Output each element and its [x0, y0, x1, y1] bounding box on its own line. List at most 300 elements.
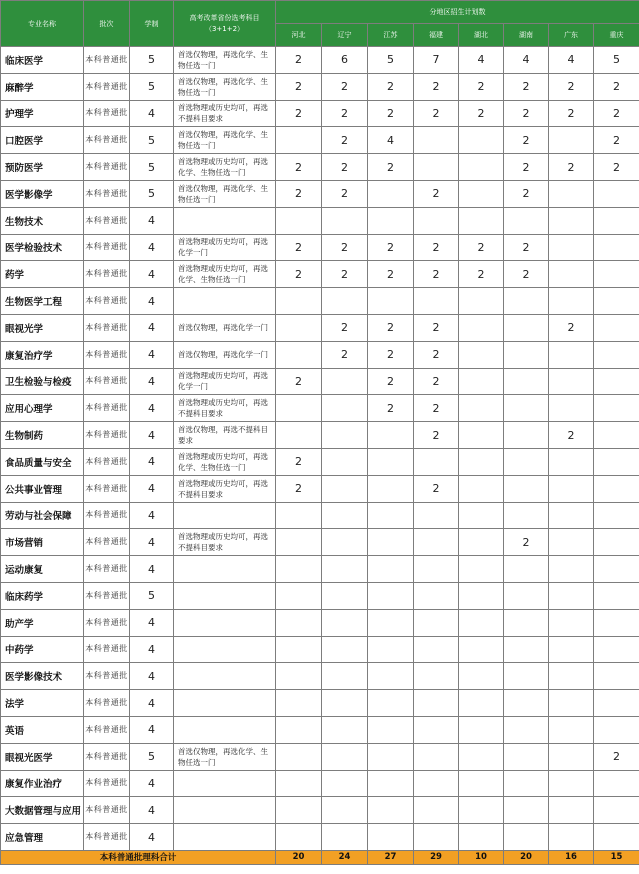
region-count-cell: [549, 234, 594, 261]
region-count-cell: [459, 368, 504, 395]
region-count-cell: [459, 582, 504, 609]
major-name-cell: 医学检验技术: [1, 234, 84, 261]
major-name-cell: 生物医学工程: [1, 288, 84, 315]
region-count-cell: [414, 743, 459, 770]
years-cell: 5: [130, 582, 174, 609]
batch-cell: 本科普通批: [84, 609, 130, 636]
subject-req-cell: [174, 609, 276, 636]
years-cell: 4: [130, 636, 174, 663]
years-cell: 4: [130, 207, 174, 234]
region-count-cell: [549, 636, 594, 663]
subject-req-cell: [174, 770, 276, 797]
batch-cell: 本科普通批: [84, 368, 130, 395]
region-count-cell: [504, 797, 549, 824]
col-header-region: 辽宁: [322, 24, 368, 47]
major-name-cell: 麻醉学: [1, 73, 84, 100]
region-count-cell: [549, 368, 594, 395]
years-cell: 4: [130, 314, 174, 341]
region-count-cell: [594, 448, 639, 475]
batch-cell: 本科普通批: [84, 422, 130, 449]
region-count-cell: [368, 529, 414, 556]
region-count-cell: [276, 502, 322, 529]
region-count-cell: 2: [414, 341, 459, 368]
region-count-cell: [276, 288, 322, 315]
region-count-cell: [414, 207, 459, 234]
subject-req-cell: [174, 582, 276, 609]
table-row: [1, 180, 639, 207]
major-name-cell: 法学: [1, 690, 84, 717]
region-count-cell: [594, 636, 639, 663]
region-count-cell: [459, 395, 504, 422]
region-count-cell: [368, 770, 414, 797]
region-count-cell: [459, 529, 504, 556]
region-count-cell: 2: [594, 100, 639, 127]
region-count-cell: [322, 797, 368, 824]
subject-req-cell: 首选仅物理，再选化学、生物任选一门: [174, 180, 276, 207]
total-count-cell: 27: [368, 850, 414, 864]
region-count-cell: [414, 127, 459, 154]
region-count-cell: [368, 448, 414, 475]
region-count-cell: [459, 207, 504, 234]
major-name-cell: 卫生检验与检疫: [1, 368, 84, 395]
region-count-cell: [594, 288, 639, 315]
region-count-cell: 2: [504, 127, 549, 154]
region-count-cell: [276, 609, 322, 636]
region-count-cell: [322, 475, 368, 502]
batch-cell: 本科普通批: [84, 636, 130, 663]
table-row: [1, 314, 639, 341]
col-header-region: 河北: [276, 24, 322, 47]
region-count-cell: [594, 770, 639, 797]
region-count-cell: [504, 368, 549, 395]
subject-req-cell: 首选仅物理，再选化学一门: [174, 314, 276, 341]
region-count-cell: [594, 716, 639, 743]
region-count-cell: [459, 636, 504, 663]
subject-req-cell: 首选物理或历史均可，再选化学、生物任选一门: [174, 448, 276, 475]
total-count-cell: 20: [504, 850, 549, 864]
subject-req-cell: [174, 288, 276, 315]
col-header-subject-req: 高考改革省份选考科目（3+1+2）: [174, 1, 276, 47]
region-count-cell: [504, 716, 549, 743]
region-count-cell: [322, 636, 368, 663]
major-name-cell: 眼视光学: [1, 314, 84, 341]
region-count-cell: [549, 582, 594, 609]
total-row: [1, 850, 639, 864]
region-count-cell: [368, 797, 414, 824]
years-cell: 5: [130, 73, 174, 100]
region-count-cell: [459, 770, 504, 797]
major-name-cell: 中药学: [1, 636, 84, 663]
region-count-cell: [459, 475, 504, 502]
years-cell: 4: [130, 824, 174, 851]
subject-req-cell: 首选物理或历史均可，再选化学、生物任选一门: [174, 154, 276, 181]
region-count-cell: [549, 824, 594, 851]
subject-req-cell: 首选仅物理，再选不提科目要求: [174, 422, 276, 449]
region-count-cell: [368, 288, 414, 315]
major-name-cell: 口腔医学: [1, 127, 84, 154]
region-count-cell: [504, 824, 549, 851]
region-count-cell: [549, 609, 594, 636]
table-row: [1, 502, 639, 529]
region-count-cell: [459, 690, 504, 717]
region-count-cell: [459, 314, 504, 341]
table-row: [1, 127, 639, 154]
region-count-cell: [504, 341, 549, 368]
major-name-cell: 康复作业治疗: [1, 770, 84, 797]
col-header-years: 学制: [130, 1, 174, 47]
subject-req-cell: 首选物理或历史均可，再选化学、生物任选一门: [174, 261, 276, 288]
batch-cell: 本科普通批: [84, 73, 130, 100]
table-row: [1, 154, 639, 181]
region-count-cell: [594, 314, 639, 341]
region-count-cell: 2: [549, 154, 594, 181]
region-count-cell: 2: [322, 73, 368, 100]
years-cell: 4: [130, 690, 174, 717]
region-count-cell: [368, 824, 414, 851]
region-count-cell: 2: [549, 73, 594, 100]
region-count-cell: 2: [322, 180, 368, 207]
region-count-cell: 2: [549, 100, 594, 127]
subject-req-cell: [174, 663, 276, 690]
region-count-cell: [276, 770, 322, 797]
region-count-cell: 2: [459, 234, 504, 261]
region-count-cell: [414, 636, 459, 663]
table-row: [1, 663, 639, 690]
region-count-cell: 2: [276, 475, 322, 502]
region-count-cell: 2: [504, 154, 549, 181]
years-cell: 4: [130, 368, 174, 395]
subject-req-cell: 首选物理或历史均可，再选不提科目要求: [174, 100, 276, 127]
years-cell: 4: [130, 341, 174, 368]
major-name-cell: 眼视光医学: [1, 743, 84, 770]
years-cell: 4: [130, 502, 174, 529]
region-count-cell: [276, 529, 322, 556]
region-count-cell: 2: [414, 100, 459, 127]
region-count-cell: 2: [276, 154, 322, 181]
region-count-cell: [594, 529, 639, 556]
batch-cell: 本科普通批: [84, 207, 130, 234]
col-header-plan-group: 分地区招生计划数: [276, 1, 639, 24]
col-header-region: 重庆: [594, 24, 639, 47]
region-count-cell: [414, 663, 459, 690]
region-count-cell: 4: [504, 47, 549, 74]
region-count-cell: [414, 556, 459, 583]
region-count-cell: [594, 475, 639, 502]
region-count-cell: 2: [504, 529, 549, 556]
table-row: [1, 73, 639, 100]
batch-cell: 本科普通批: [84, 180, 130, 207]
region-count-cell: [549, 797, 594, 824]
years-cell: 4: [130, 663, 174, 690]
subject-req-cell: 首选物理或历史均可，再选化学一门: [174, 234, 276, 261]
region-count-cell: [504, 314, 549, 341]
batch-cell: 本科普通批: [84, 341, 130, 368]
region-count-cell: [594, 368, 639, 395]
subject-req-cell: [174, 556, 276, 583]
region-count-cell: [459, 127, 504, 154]
region-count-cell: 2: [504, 100, 549, 127]
region-count-cell: 2: [368, 341, 414, 368]
region-count-cell: [322, 743, 368, 770]
region-count-cell: 2: [276, 234, 322, 261]
batch-cell: 本科普通批: [84, 154, 130, 181]
region-count-cell: [414, 690, 459, 717]
region-count-cell: [549, 770, 594, 797]
region-count-cell: [504, 475, 549, 502]
region-count-cell: 2: [276, 448, 322, 475]
years-cell: 4: [130, 261, 174, 288]
region-count-cell: 5: [368, 47, 414, 74]
batch-cell: 本科普通批: [84, 502, 130, 529]
region-count-cell: [459, 824, 504, 851]
region-count-cell: [276, 422, 322, 449]
region-count-cell: 2: [368, 395, 414, 422]
region-count-cell: [276, 636, 322, 663]
region-count-cell: [459, 716, 504, 743]
region-count-cell: [504, 502, 549, 529]
subject-req-cell: 首选仅物理，再选化学、生物任选一门: [174, 73, 276, 100]
region-count-cell: [322, 582, 368, 609]
region-count-cell: [504, 395, 549, 422]
region-count-cell: [459, 502, 504, 529]
subject-req-cell: 首选仅物理，再选化学、生物任选一门: [174, 47, 276, 74]
region-count-cell: [322, 663, 368, 690]
region-count-cell: [594, 609, 639, 636]
region-count-cell: [368, 556, 414, 583]
major-name-cell: 劳动与社会保障: [1, 502, 84, 529]
region-count-cell: 2: [414, 180, 459, 207]
region-count-cell: 2: [414, 422, 459, 449]
table-row: [1, 797, 639, 824]
total-count-cell: 24: [322, 850, 368, 864]
region-count-cell: [276, 824, 322, 851]
region-count-cell: 2: [322, 314, 368, 341]
region-count-cell: 2: [414, 314, 459, 341]
years-cell: 4: [130, 422, 174, 449]
region-count-cell: 2: [322, 100, 368, 127]
table-row: [1, 341, 639, 368]
batch-cell: 本科普通批: [84, 663, 130, 690]
region-count-cell: [594, 422, 639, 449]
major-name-cell: 应急管理: [1, 824, 84, 851]
years-cell: 4: [130, 770, 174, 797]
major-name-cell: 预防医学: [1, 154, 84, 181]
region-count-cell: [322, 502, 368, 529]
batch-cell: 本科普通批: [84, 690, 130, 717]
table-row: [1, 824, 639, 851]
region-count-cell: [368, 475, 414, 502]
years-cell: 4: [130, 529, 174, 556]
region-count-cell: [322, 368, 368, 395]
table-row: [1, 100, 639, 127]
region-count-cell: [414, 770, 459, 797]
region-count-cell: [549, 556, 594, 583]
region-count-cell: [368, 636, 414, 663]
region-count-cell: [459, 663, 504, 690]
subject-req-cell: 首选仅物理，再选化学、生物任选一门: [174, 743, 276, 770]
table-row: [1, 690, 639, 717]
years-cell: 4: [130, 797, 174, 824]
col-header-region: 福建: [414, 24, 459, 47]
years-cell: 4: [130, 234, 174, 261]
region-count-cell: [322, 770, 368, 797]
total-count-cell: 16: [549, 850, 594, 864]
total-count-cell: 10: [459, 850, 504, 864]
region-count-cell: [276, 582, 322, 609]
major-name-cell: 运动康复: [1, 556, 84, 583]
region-count-cell: [276, 314, 322, 341]
table-row: [1, 261, 639, 288]
subject-req-cell: 首选物理或历史均可，再选不提科目要求: [174, 475, 276, 502]
region-count-cell: [322, 288, 368, 315]
region-count-cell: [368, 422, 414, 449]
table-row: [1, 288, 639, 315]
region-count-cell: [276, 127, 322, 154]
region-count-cell: [594, 690, 639, 717]
region-count-cell: 4: [549, 47, 594, 74]
region-count-cell: [549, 475, 594, 502]
col-header-region: 湖南: [504, 24, 549, 47]
region-count-cell: 2: [322, 341, 368, 368]
region-count-cell: [368, 207, 414, 234]
table-row: [1, 395, 639, 422]
batch-cell: 本科普通批: [84, 288, 130, 315]
years-cell: 5: [130, 127, 174, 154]
region-count-cell: [414, 448, 459, 475]
col-header-major: 专业名称: [1, 1, 84, 47]
region-count-cell: 2: [276, 368, 322, 395]
batch-cell: 本科普通批: [84, 314, 130, 341]
region-count-cell: [549, 180, 594, 207]
region-count-cell: 2: [504, 261, 549, 288]
table-row: [1, 207, 639, 234]
region-count-cell: [322, 422, 368, 449]
years-cell: 4: [130, 288, 174, 315]
region-count-cell: [594, 341, 639, 368]
region-count-cell: [322, 395, 368, 422]
major-name-cell: 食品质量与安全: [1, 448, 84, 475]
region-count-cell: [504, 663, 549, 690]
region-count-cell: 2: [504, 234, 549, 261]
region-count-cell: [322, 448, 368, 475]
region-count-cell: [414, 529, 459, 556]
table-row: [1, 556, 639, 583]
region-count-cell: [594, 824, 639, 851]
region-count-cell: [549, 716, 594, 743]
subject-req-cell: [174, 502, 276, 529]
region-count-cell: [549, 395, 594, 422]
batch-cell: 本科普通批: [84, 261, 130, 288]
region-count-cell: [368, 690, 414, 717]
region-count-cell: [368, 582, 414, 609]
region-count-cell: [276, 556, 322, 583]
region-count-cell: 4: [368, 127, 414, 154]
batch-cell: 本科普通批: [84, 556, 130, 583]
region-count-cell: [322, 556, 368, 583]
years-cell: 4: [130, 448, 174, 475]
region-count-cell: 2: [276, 47, 322, 74]
subject-req-cell: 首选仅物理，再选化学、生物任选一门: [174, 127, 276, 154]
region-count-cell: 2: [276, 261, 322, 288]
major-name-cell: 助产学: [1, 609, 84, 636]
region-count-cell: 2: [504, 73, 549, 100]
region-count-cell: [549, 448, 594, 475]
table-row: [1, 609, 639, 636]
region-count-cell: [549, 743, 594, 770]
table-row: [1, 47, 639, 74]
major-name-cell: 大数据管理与应用: [1, 797, 84, 824]
region-count-cell: [594, 582, 639, 609]
region-count-cell: 2: [459, 73, 504, 100]
region-count-cell: [549, 207, 594, 234]
table-row: [1, 448, 639, 475]
subject-req-cell: [174, 824, 276, 851]
subject-req-cell: [174, 636, 276, 663]
region-count-cell: [414, 288, 459, 315]
region-count-cell: [459, 743, 504, 770]
years-cell: 4: [130, 395, 174, 422]
region-count-cell: 6: [322, 47, 368, 74]
subject-req-cell: 首选仅物理，再选化学一门: [174, 341, 276, 368]
region-count-cell: [549, 690, 594, 717]
region-count-cell: 2: [459, 261, 504, 288]
region-count-cell: [504, 288, 549, 315]
region-count-cell: [276, 716, 322, 743]
batch-cell: 本科普通批: [84, 824, 130, 851]
years-cell: 5: [130, 47, 174, 74]
region-count-cell: [549, 663, 594, 690]
col-header-batch: 批次: [84, 1, 130, 47]
region-count-cell: [414, 716, 459, 743]
region-count-cell: 7: [414, 47, 459, 74]
table-row: [1, 582, 639, 609]
batch-cell: 本科普通批: [84, 797, 130, 824]
region-count-cell: [414, 824, 459, 851]
region-count-cell: 2: [504, 180, 549, 207]
major-name-cell: 应用心理学: [1, 395, 84, 422]
subject-req-cell: [174, 690, 276, 717]
batch-cell: 本科普通批: [84, 234, 130, 261]
region-count-cell: [594, 663, 639, 690]
years-cell: 5: [130, 154, 174, 181]
region-count-cell: [368, 663, 414, 690]
total-count-cell: 20: [276, 850, 322, 864]
region-count-cell: [594, 180, 639, 207]
region-count-cell: 2: [368, 100, 414, 127]
region-count-cell: 2: [549, 422, 594, 449]
batch-cell: 本科普通批: [84, 770, 130, 797]
major-name-cell: 生物技术: [1, 207, 84, 234]
major-name-cell: 康复治疗学: [1, 341, 84, 368]
region-count-cell: [368, 743, 414, 770]
region-count-cell: 2: [549, 314, 594, 341]
region-count-cell: [504, 743, 549, 770]
region-count-cell: 2: [322, 154, 368, 181]
region-count-cell: [322, 690, 368, 717]
region-count-cell: [549, 529, 594, 556]
region-count-cell: [322, 609, 368, 636]
major-name-cell: 生物制药: [1, 422, 84, 449]
region-count-cell: [322, 529, 368, 556]
region-count-cell: [368, 609, 414, 636]
region-count-cell: 5: [594, 47, 639, 74]
total-count-cell: 15: [594, 850, 639, 864]
batch-cell: 本科普通批: [84, 475, 130, 502]
total-label: 本科普通批理科合计: [1, 850, 276, 864]
region-count-cell: 2: [414, 368, 459, 395]
region-count-cell: 2: [368, 314, 414, 341]
batch-cell: 本科普通批: [84, 395, 130, 422]
